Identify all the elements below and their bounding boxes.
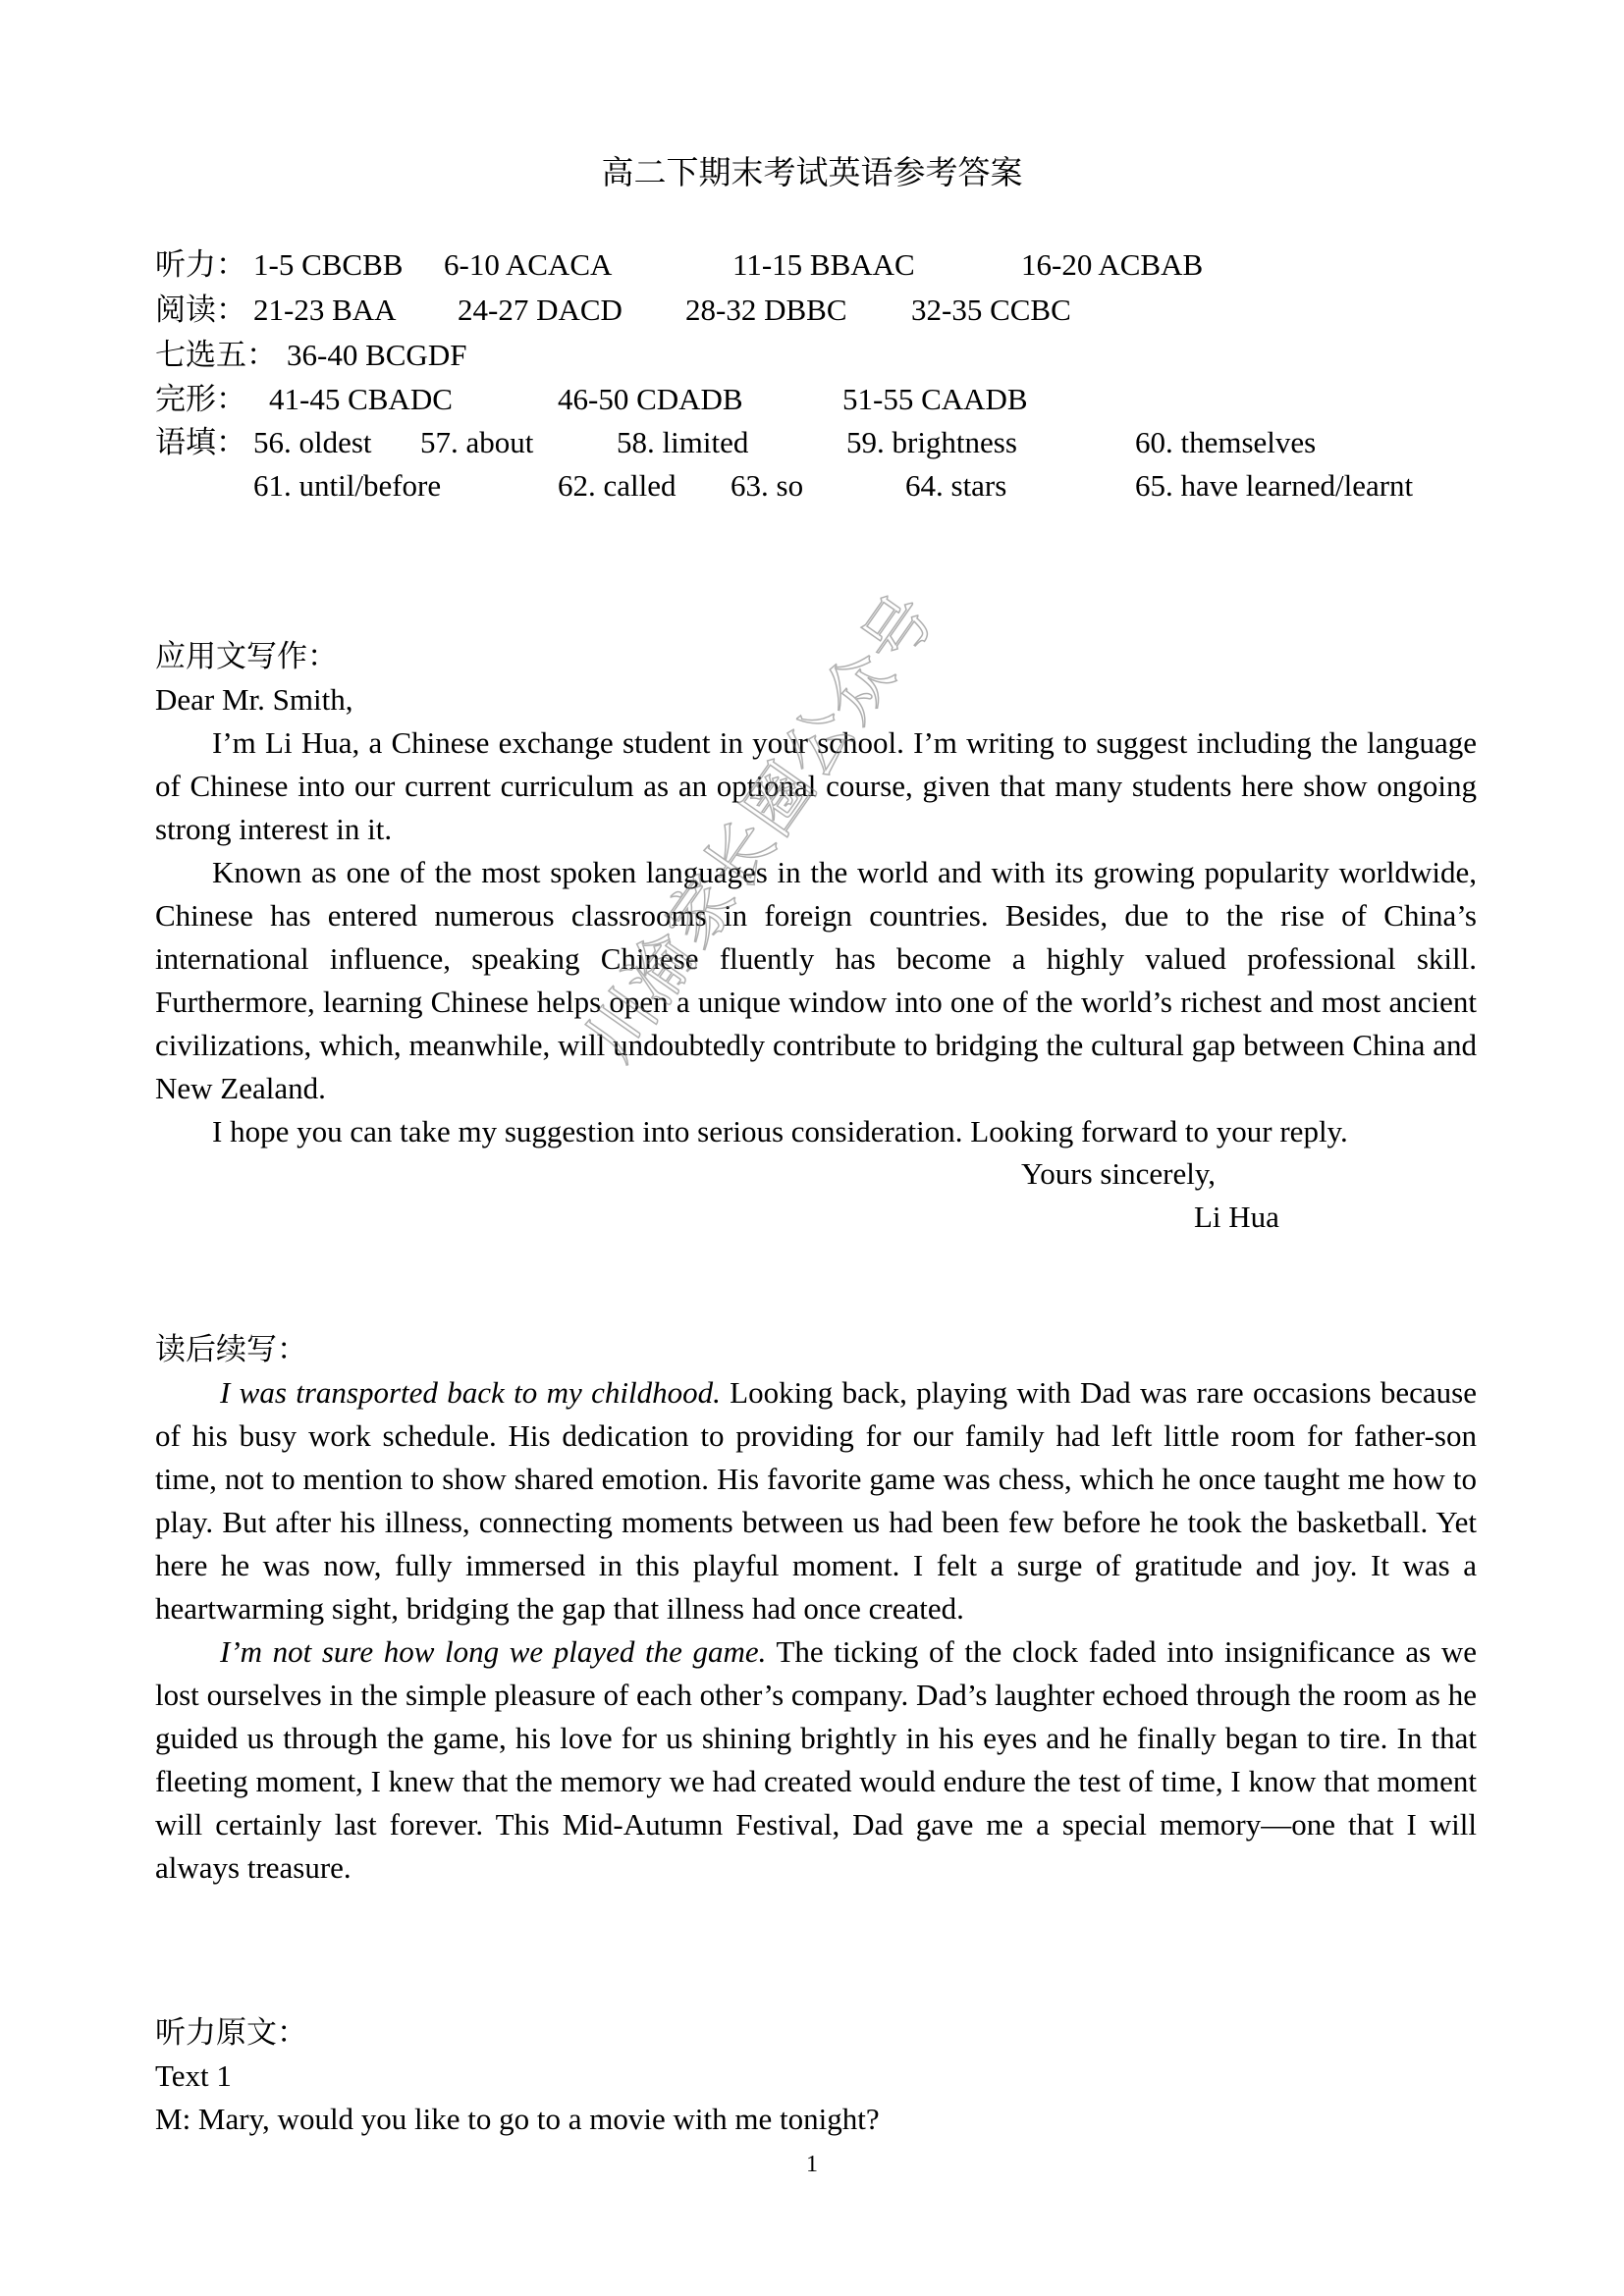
- answer-group: 51-55 CAADB: [842, 382, 1028, 416]
- answer-group: 6-10 ACACA: [444, 247, 613, 282]
- answer-group: 41-45 CBADC: [269, 382, 453, 416]
- page-number: 1: [806, 2152, 818, 2177]
- answer-group: 36-40 BCGDF: [287, 338, 467, 372]
- continuation-label: 读后续写：: [155, 1332, 307, 1366]
- letter-salutation: Dear Mr. Smith,: [155, 682, 353, 717]
- answer-item: 57. about: [420, 425, 534, 459]
- answer-item: 65. have learned/learnt: [1135, 468, 1414, 503]
- continuation-body: [155, 1371, 1477, 1890]
- continuation-paragraph: [155, 1371, 1477, 1630]
- text-title: Text 1: [155, 2058, 232, 2093]
- letter-body: [155, 721, 1477, 1153]
- answer-group: 32-35 CCBC: [911, 293, 1071, 327]
- reading-label: 阅读：: [155, 293, 246, 327]
- answer-group: 11-15 BBAAC: [732, 247, 915, 282]
- answer-item: 59. brightness: [846, 425, 1017, 459]
- answer-group: 46-50 CDADB: [558, 382, 743, 416]
- answer-item: 60. themselves: [1135, 425, 1317, 459]
- answer-item: 62. called: [558, 468, 677, 503]
- answer-item: 58. limited: [617, 425, 749, 459]
- paragraph-lead-sentence: I was transported back to my childhood.: [220, 1375, 721, 1410]
- answer-item: 63. so: [731, 468, 804, 503]
- grammar-label: 语填：: [155, 425, 246, 459]
- listening-script-label: 听力原文：: [155, 2015, 307, 2050]
- answer-group: 21-23 BAA: [253, 293, 397, 327]
- paragraph-text: Looking back, playing with Dad was rare occasions because of his busy work schedule. His dedication to providing for our family had left little room for father-son time, not to mention to show shared emotion. His favorite game was chess, which he once taught me how to play. But after his illness, connecting moments between us had been few before he took the basketball. Yet here he was now, fully immersed in this playful moment. I felt a surge of gratitude and joy. It was a heartwarming sight, bridging the gap that illness had once created.: [155, 1375, 1477, 1626]
- page-title: 高二下期末考试英语参考答案: [601, 156, 1023, 191]
- answer-group: 24-27 DACD: [458, 293, 623, 327]
- writing-label: 应用文写作：: [155, 639, 338, 673]
- letter-paragraph: I hope you can take my suggestion into serious consideration. Looking forward to your reply.: [212, 1114, 1348, 1148]
- seven-five-label: 七选五：: [155, 338, 277, 372]
- dialogue-line: M: Mary, would you like to go to a movie with me tonight?: [155, 2102, 880, 2136]
- letter-closing: Yours sincerely,: [1021, 1156, 1217, 1191]
- answer-group: 1-5 CBCBB: [253, 247, 404, 282]
- answer-group: 16-20 ACBAB: [1021, 247, 1204, 282]
- answer-item: 56. oldest: [253, 425, 372, 459]
- continuation-paragraph: [155, 1630, 1477, 1890]
- paragraph-text: The ticking of the clock faded into insignificance as we lost ourselves in the simple pleasure of each other’s company. Dad’s laughter echoed through the room as he guided us through the game, his love for us shining brightly in his eyes and he finally began to tire. In that fleeting moment, I knew that the memory we had created would endure the test of time, I know that moment will certainly last forever. This Mid-Autumn Festival, Dad gave me a special memory—one that I will always treasure.: [155, 1634, 1477, 1885]
- letter-signature: Li Hua: [1194, 1200, 1279, 1234]
- answer-group: 28-32 DBBC: [685, 293, 847, 327]
- letter-paragraph: Known as one of the most spoken languages in the world and with its growing popularity worldwide, Chinese has entered numerous classrooms in foreign countries. Besides, due to the rise of China’s international influence, speaking Chinese fluently has become a highly valued professional skill. Furthermore, learning Chinese helps open a unique window into one of the world’s richest and most ancient civilizations, which, meanwhile, will undoubtedly contribute to bridging the cultural gap between China and New Zealand.: [155, 855, 1477, 1105]
- listening-label: 听力：: [155, 247, 246, 282]
- cloze-label: 完形：: [155, 382, 246, 416]
- watermark: 川渝家长圈公众号: [571, 579, 951, 1075]
- paragraph-lead-sentence: I’m not sure how long we played the game.: [220, 1634, 767, 1669]
- letter-paragraph: I’m Li Hua, a Chinese exchange student in your school. I’m writing to suggest including the language of Chinese into our current curriculum as an optional course, given that many students here show ongoing strong interest in it.: [155, 725, 1477, 846]
- answer-item: 64. stars: [905, 468, 1007, 503]
- answer-item: 61. until/before: [253, 468, 442, 503]
